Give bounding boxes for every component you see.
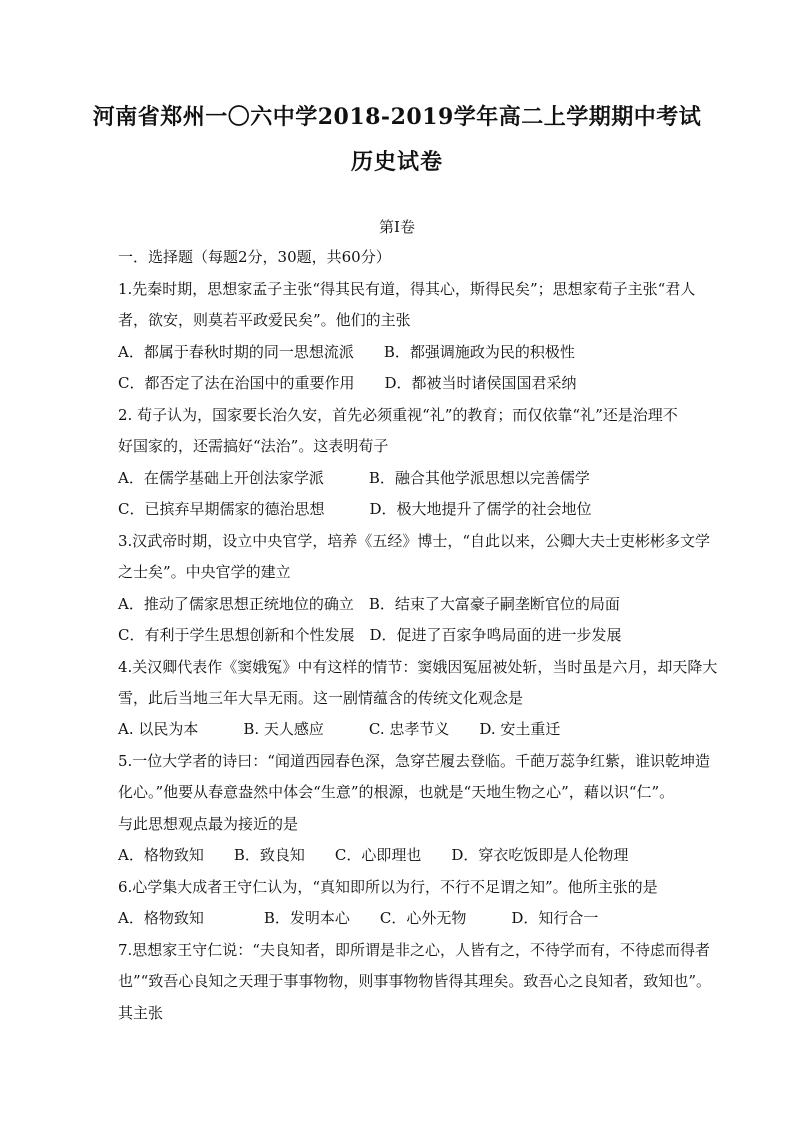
option-line: C．都否定了法在治国中的重要作用 D．都被当时诸侯国国君采纳: [118, 374, 577, 392]
option-line: A. 以民为本 B. 天人感应 C. 忠孝节义 D. 安土重迁: [118, 720, 561, 738]
option-line: A．格物致知 B．致良知 C．心即理也 D．穿衣吃饭即是人伦物理: [118, 846, 629, 864]
option-line: A．在儒学基础上开创法家学派 B．融合其他学派思想以完善儒学: [118, 469, 590, 487]
question-text: 2. 荀子认为，国家要长治久安，首先必须重视“礼”的教育；而仅依靠“礼”还是治理不: [118, 406, 678, 424]
question-text: 化心。”他要从春意盎然中体会“生意”的根源，也就是“天地生物之心”，藉以识“仁”。: [118, 783, 675, 801]
question-text: 其主张: [118, 1004, 164, 1022]
section-heading: 第Ⅰ卷: [379, 218, 415, 236]
page-title: 河南省郑州一〇六中学2018-2019学年高二上学期期中考试: [92, 104, 702, 130]
question-text: 与此思想观点最为接近的是: [118, 815, 299, 833]
question-text: 3.汉武帝时期，设立中央官学，培养《五经》博士，“自此以来，公卿大夫士吏彬彬多文学: [118, 532, 710, 550]
option-line: C．已摈弃早期儒家的德治思想 D．极大地提升了儒学的社会地位: [118, 500, 592, 518]
question-text: 者，欲安，则莫若平政爱民矣”。他们的主张: [118, 311, 411, 329]
option-line: A．推动了儒家思想正统地位的确立 B．结束了大富豪子嗣垄断官位的局面: [118, 595, 620, 613]
question-text: 好国家的，还需搞好“法治”。这表明荀子: [118, 437, 389, 455]
question-text: 也”“致吾心良知之天理于事事物物，则事事物物皆得其理矣。致吾心之良知者，致知也”。: [118, 972, 712, 990]
question-text: 6.心学集大成者王守仁认为，“真知即所以为行，不行不足谓之知”。他所主张的是: [118, 878, 658, 896]
instructions-line: 一．选择题（每题2分，30题，共60分）: [118, 248, 391, 266]
page-subtitle: 历史试卷: [350, 149, 443, 175]
question-text: 之士矣”。中央官学的建立: [118, 563, 291, 581]
question-text: 1.先秦时期，思想家孟子主张“得其民有道，得其心，斯得民矣”；思想家荀子主张“君人: [118, 280, 696, 298]
question-text: 4.关汉卿代表作《窦娥冤》中有这样的情节：窦娥因冤屈被处斩，当时虽是六月，却天降大: [118, 658, 718, 676]
question-text: 5.一位大学者的诗曰：“闻道西园春色深，急穿芒履去登临。千葩万蕊争红紫，谁识乾坤造: [118, 752, 710, 770]
option-line: C．有利于学生思想创新和个性发展 D．促进了百家争鸣局面的进一步发展: [118, 626, 622, 644]
option-line: A．都属于春秋时期的同一思想流派 B．都强调施政为民的积极性: [118, 343, 575, 361]
option-line: A．格物致知 B．发明本心 C．心外无物 D．知行合一: [118, 909, 599, 927]
question-text: 7.思想家王守仁说：“夫良知者，即所谓是非之心，人皆有之，不待学而有，不待虑而得者: [118, 941, 710, 959]
question-text: 雪，此后当地三年大旱无雨。这一剧情蕴含的传统文化观念是: [118, 689, 524, 707]
